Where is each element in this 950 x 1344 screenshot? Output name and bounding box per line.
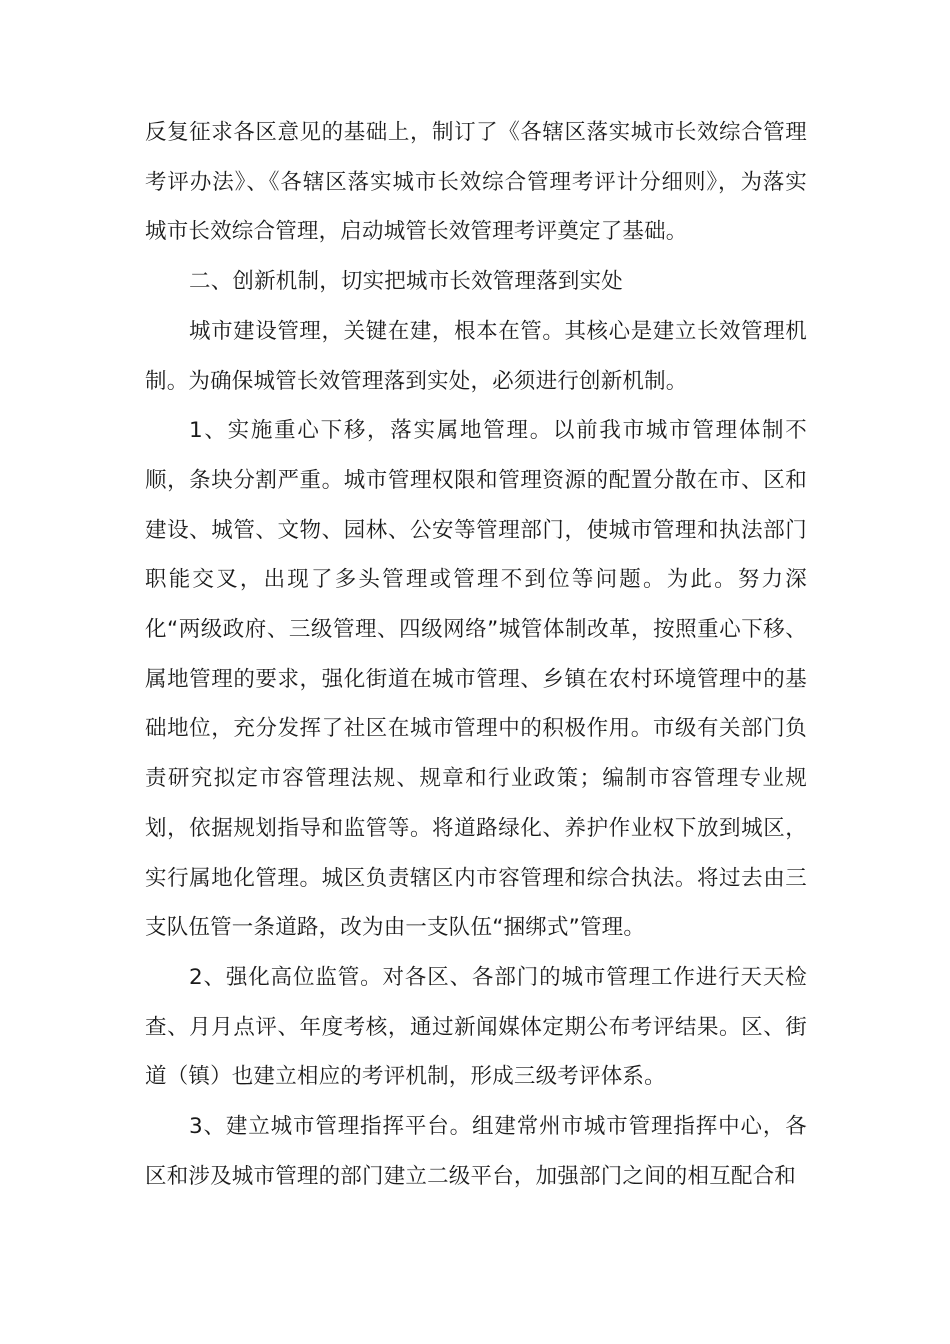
paragraph-4: 1、实施重心下移，落实属地管理。以前我市城市管理体制不顺，条块分割严重。城市管理权限和管理资源的配置分散在市、区和建设、城管、文物、园林、公安等管理部门，使城市管理和执法部门职能交叉，出现了多头管理或管理不到位等问题。为此。努力深化“两级政府、三级管理、四级网络”城管体制改革，按照重心下移、属地管理的要求，强化街道在城市管理、乡镇在农村环境管理中的基础地位，充分发挥了社区在城市管理中的积极作用。市级有关部门负责研究拟定市容管理法规、规章和行业政策；编制市容管理专业规划，依据规划指导和监管等。将道路绿化、养护作业权下放到城区，实行属地化管理。城区负责辖区内市容管理和综合执法。将过去由三支队伍管一条道路，改为由一支队伍“捆绑式”管理。 (145, 418, 807, 941)
paragraph-1: 反复征求各区意见的基础上，制订了《各辖区落实城市长效综合管理考评办法》、《各辖区落实城市长效综合管理考评计分细则》，为落实城市长效综合管理，启动城管长效管理考评奠定了基础。 (145, 120, 807, 245)
paragraph-5: 2、强化高位监管。对各区、各部门的城市管理工作进行天天检查、月月点评、年度考核，通过新闻媒体定期公布考评结果。区、街道（镇）也建立相应的考评机制，形成三级考评体系。 (145, 964, 807, 1090)
document-body (145, 108, 807, 1201)
paragraph-6: 3、建立城市管理指挥平台。组建常州市城市管理指挥中心，各区和涉及城市管理的部门建立二级平台，加强部门之间的相互配合和 (145, 1114, 807, 1189)
section-heading-innovation: 二、创新机制，切实把城市长效管理落到实处 (189, 269, 624, 295)
paragraph-3: 城市建设管理，关键在建，根本在管。其核心是建立长效管理机制。为确保城管长效管理落到实处，必须进行创新机制。 (145, 318, 807, 394)
